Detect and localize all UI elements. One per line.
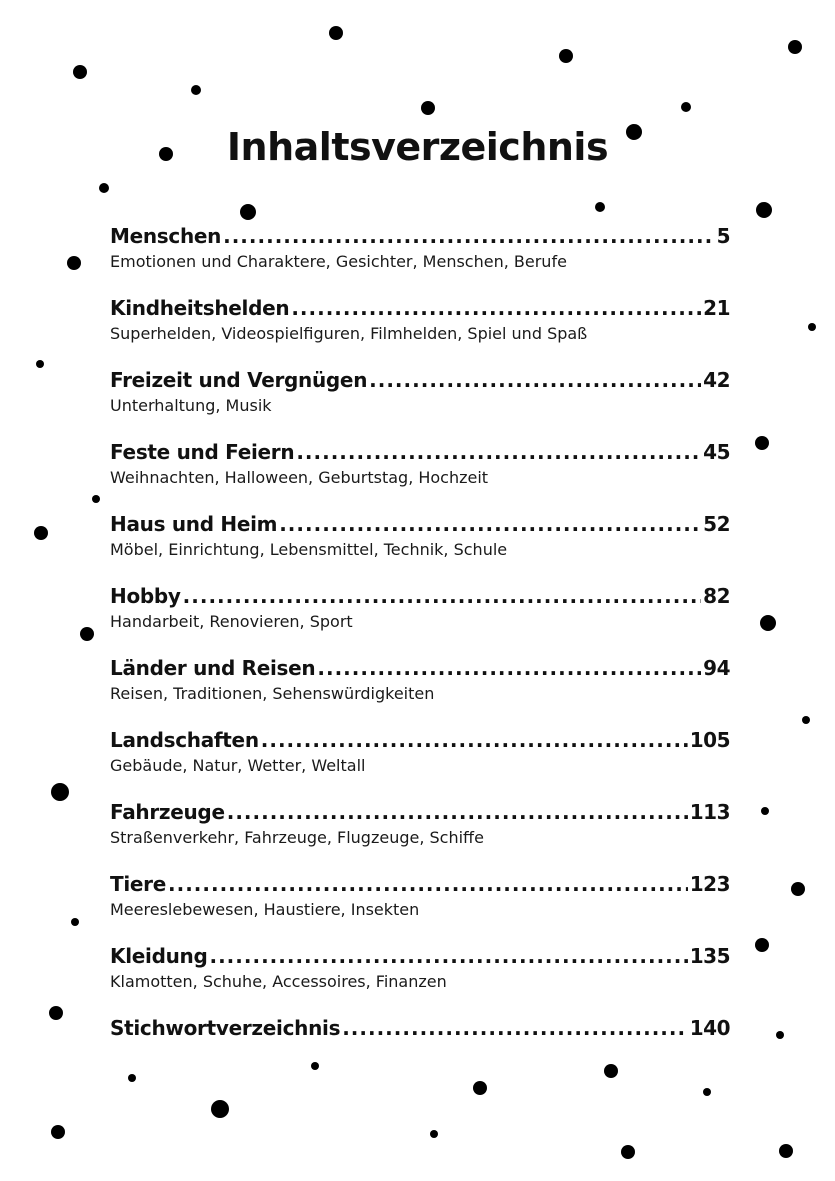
toc-entry[interactable] (110, 296, 730, 343)
dot-leader (296, 440, 701, 464)
toc-line (110, 584, 730, 612)
dot-leader (317, 656, 701, 680)
toc-entry-subtitle: Meereslebewesen, Haustiere, Insekten (110, 900, 420, 919)
toc-entry-title: Stichwortverzeichnis (110, 1016, 341, 1040)
dot (49, 1006, 63, 1020)
dot-leader (223, 224, 714, 248)
dot (430, 1130, 438, 1138)
dot (703, 1088, 711, 1096)
toc-entry-title: Hobby (110, 584, 181, 608)
toc-line (110, 440, 730, 468)
dot (128, 1074, 136, 1082)
dot (67, 256, 81, 270)
toc-line (110, 296, 730, 324)
dot (421, 101, 435, 115)
dot-leader (168, 872, 688, 896)
toc-page-number: 140 (689, 1016, 730, 1040)
dot (755, 938, 769, 952)
toc-entry[interactable] (110, 656, 730, 703)
dot (761, 807, 769, 815)
dot (802, 716, 810, 724)
dot (92, 495, 100, 503)
toc-entry-title: Länder und Reisen (110, 656, 316, 680)
dot (779, 1144, 793, 1158)
dot (808, 323, 816, 331)
toc-entry-title: Kindheitshelden (110, 296, 290, 320)
toc-line (110, 1016, 730, 1044)
dot (788, 40, 802, 54)
toc-entry[interactable] (110, 368, 730, 415)
dot (211, 1100, 229, 1118)
toc-entry-subtitle: Gebäude, Natur, Wetter, Weltall (110, 756, 366, 775)
toc-entry-title: Fahrzeuge (110, 800, 225, 824)
dot (604, 1064, 618, 1078)
dot (36, 360, 44, 368)
dot (51, 1125, 65, 1139)
toc-entry-title: Haus und Heim (110, 512, 278, 536)
toc-page-number: 105 (689, 728, 730, 752)
toc-line (110, 368, 730, 396)
toc-entry[interactable] (110, 944, 730, 991)
dot (755, 436, 769, 450)
dot (51, 783, 69, 801)
toc-line (110, 872, 730, 900)
toc-line (110, 944, 730, 972)
dot (681, 102, 691, 112)
toc-entry[interactable] (110, 1016, 730, 1044)
dot (756, 202, 772, 218)
dot-leader (183, 584, 702, 608)
toc-page-number: 42 (703, 368, 730, 392)
toc-page-number: 135 (689, 944, 730, 968)
toc-entry[interactable] (110, 728, 730, 775)
toc-entry-title: Tiere (110, 872, 166, 896)
toc-entry[interactable] (110, 800, 730, 847)
toc-page-number: 52 (703, 512, 730, 536)
dot (559, 49, 573, 63)
toc-page-number: 45 (703, 440, 730, 464)
dot-leader (369, 368, 701, 392)
dot (791, 882, 805, 896)
dot-leader (342, 1016, 688, 1040)
toc-entry[interactable] (110, 224, 730, 271)
toc-entry-subtitle: Unterhaltung, Musik (110, 396, 272, 415)
dot (595, 202, 605, 212)
dot (776, 1031, 784, 1039)
dot (240, 204, 256, 220)
toc-page-number: 82 (703, 584, 730, 608)
toc-page-number: 94 (703, 656, 730, 680)
toc-entry[interactable] (110, 440, 730, 487)
dot (311, 1062, 319, 1070)
dot-leader (279, 512, 701, 536)
dot (191, 85, 201, 95)
toc-entry-title: Menschen (110, 224, 222, 248)
toc-entry-subtitle: Möbel, Einrichtung, Lebensmittel, Technik, Schule (110, 540, 508, 559)
toc-entry-title: Kleidung (110, 944, 208, 968)
page-title: Inhaltsverzeichnis (226, 125, 609, 169)
dot (760, 615, 776, 631)
toc-page-number: 5 (716, 224, 730, 248)
toc-entry-subtitle: Superhelden, Videospielfiguren, Filmhelden, Spiel und Spaß (110, 324, 588, 343)
toc-line (110, 512, 730, 540)
toc-page-number: 21 (703, 296, 730, 320)
toc-line (110, 224, 730, 252)
toc-entry-subtitle: Handarbeit, Renovieren, Sport (110, 612, 353, 631)
toc-entry-subtitle: Weihnachten, Halloween, Geburtstag, Hochzeit (110, 468, 489, 487)
toc-line (110, 656, 730, 684)
toc-entry-subtitle: Straßenverkehr, Fahrzeuge, Flugzeuge, Schiffe (110, 828, 484, 847)
toc-entry-subtitle: Emotionen und Charaktere, Gesichter, Menschen, Berufe (110, 252, 567, 271)
toc-entry[interactable] (110, 512, 730, 559)
toc-entry-title: Feste und Feiern (110, 440, 295, 464)
toc-entry-subtitle: Reisen, Traditionen, Sehenswürdigkeiten (110, 684, 435, 703)
dot (80, 627, 94, 641)
toc-entry[interactable] (110, 584, 730, 631)
dot-leader (261, 728, 688, 752)
toc-entry-title: Landschaften (110, 728, 259, 752)
dot (473, 1081, 487, 1095)
toc-entry-title: Freizeit und Vergnügen (110, 368, 368, 392)
toc-entry[interactable] (110, 872, 730, 919)
toc-entry-subtitle: Klamotten, Schuhe, Accessoires, Finanzen (110, 972, 447, 991)
dot (71, 918, 79, 926)
toc-page-number: 123 (689, 872, 730, 896)
dot-leader (291, 296, 701, 320)
toc-line (110, 728, 730, 756)
dot (621, 1145, 635, 1159)
dot-leader (209, 944, 687, 968)
dot (73, 65, 87, 79)
toc-page-number: 113 (689, 800, 730, 824)
dot-leader (227, 800, 688, 824)
toc-line (110, 800, 730, 828)
dot (329, 26, 343, 40)
dot (34, 526, 48, 540)
dot (99, 183, 109, 193)
